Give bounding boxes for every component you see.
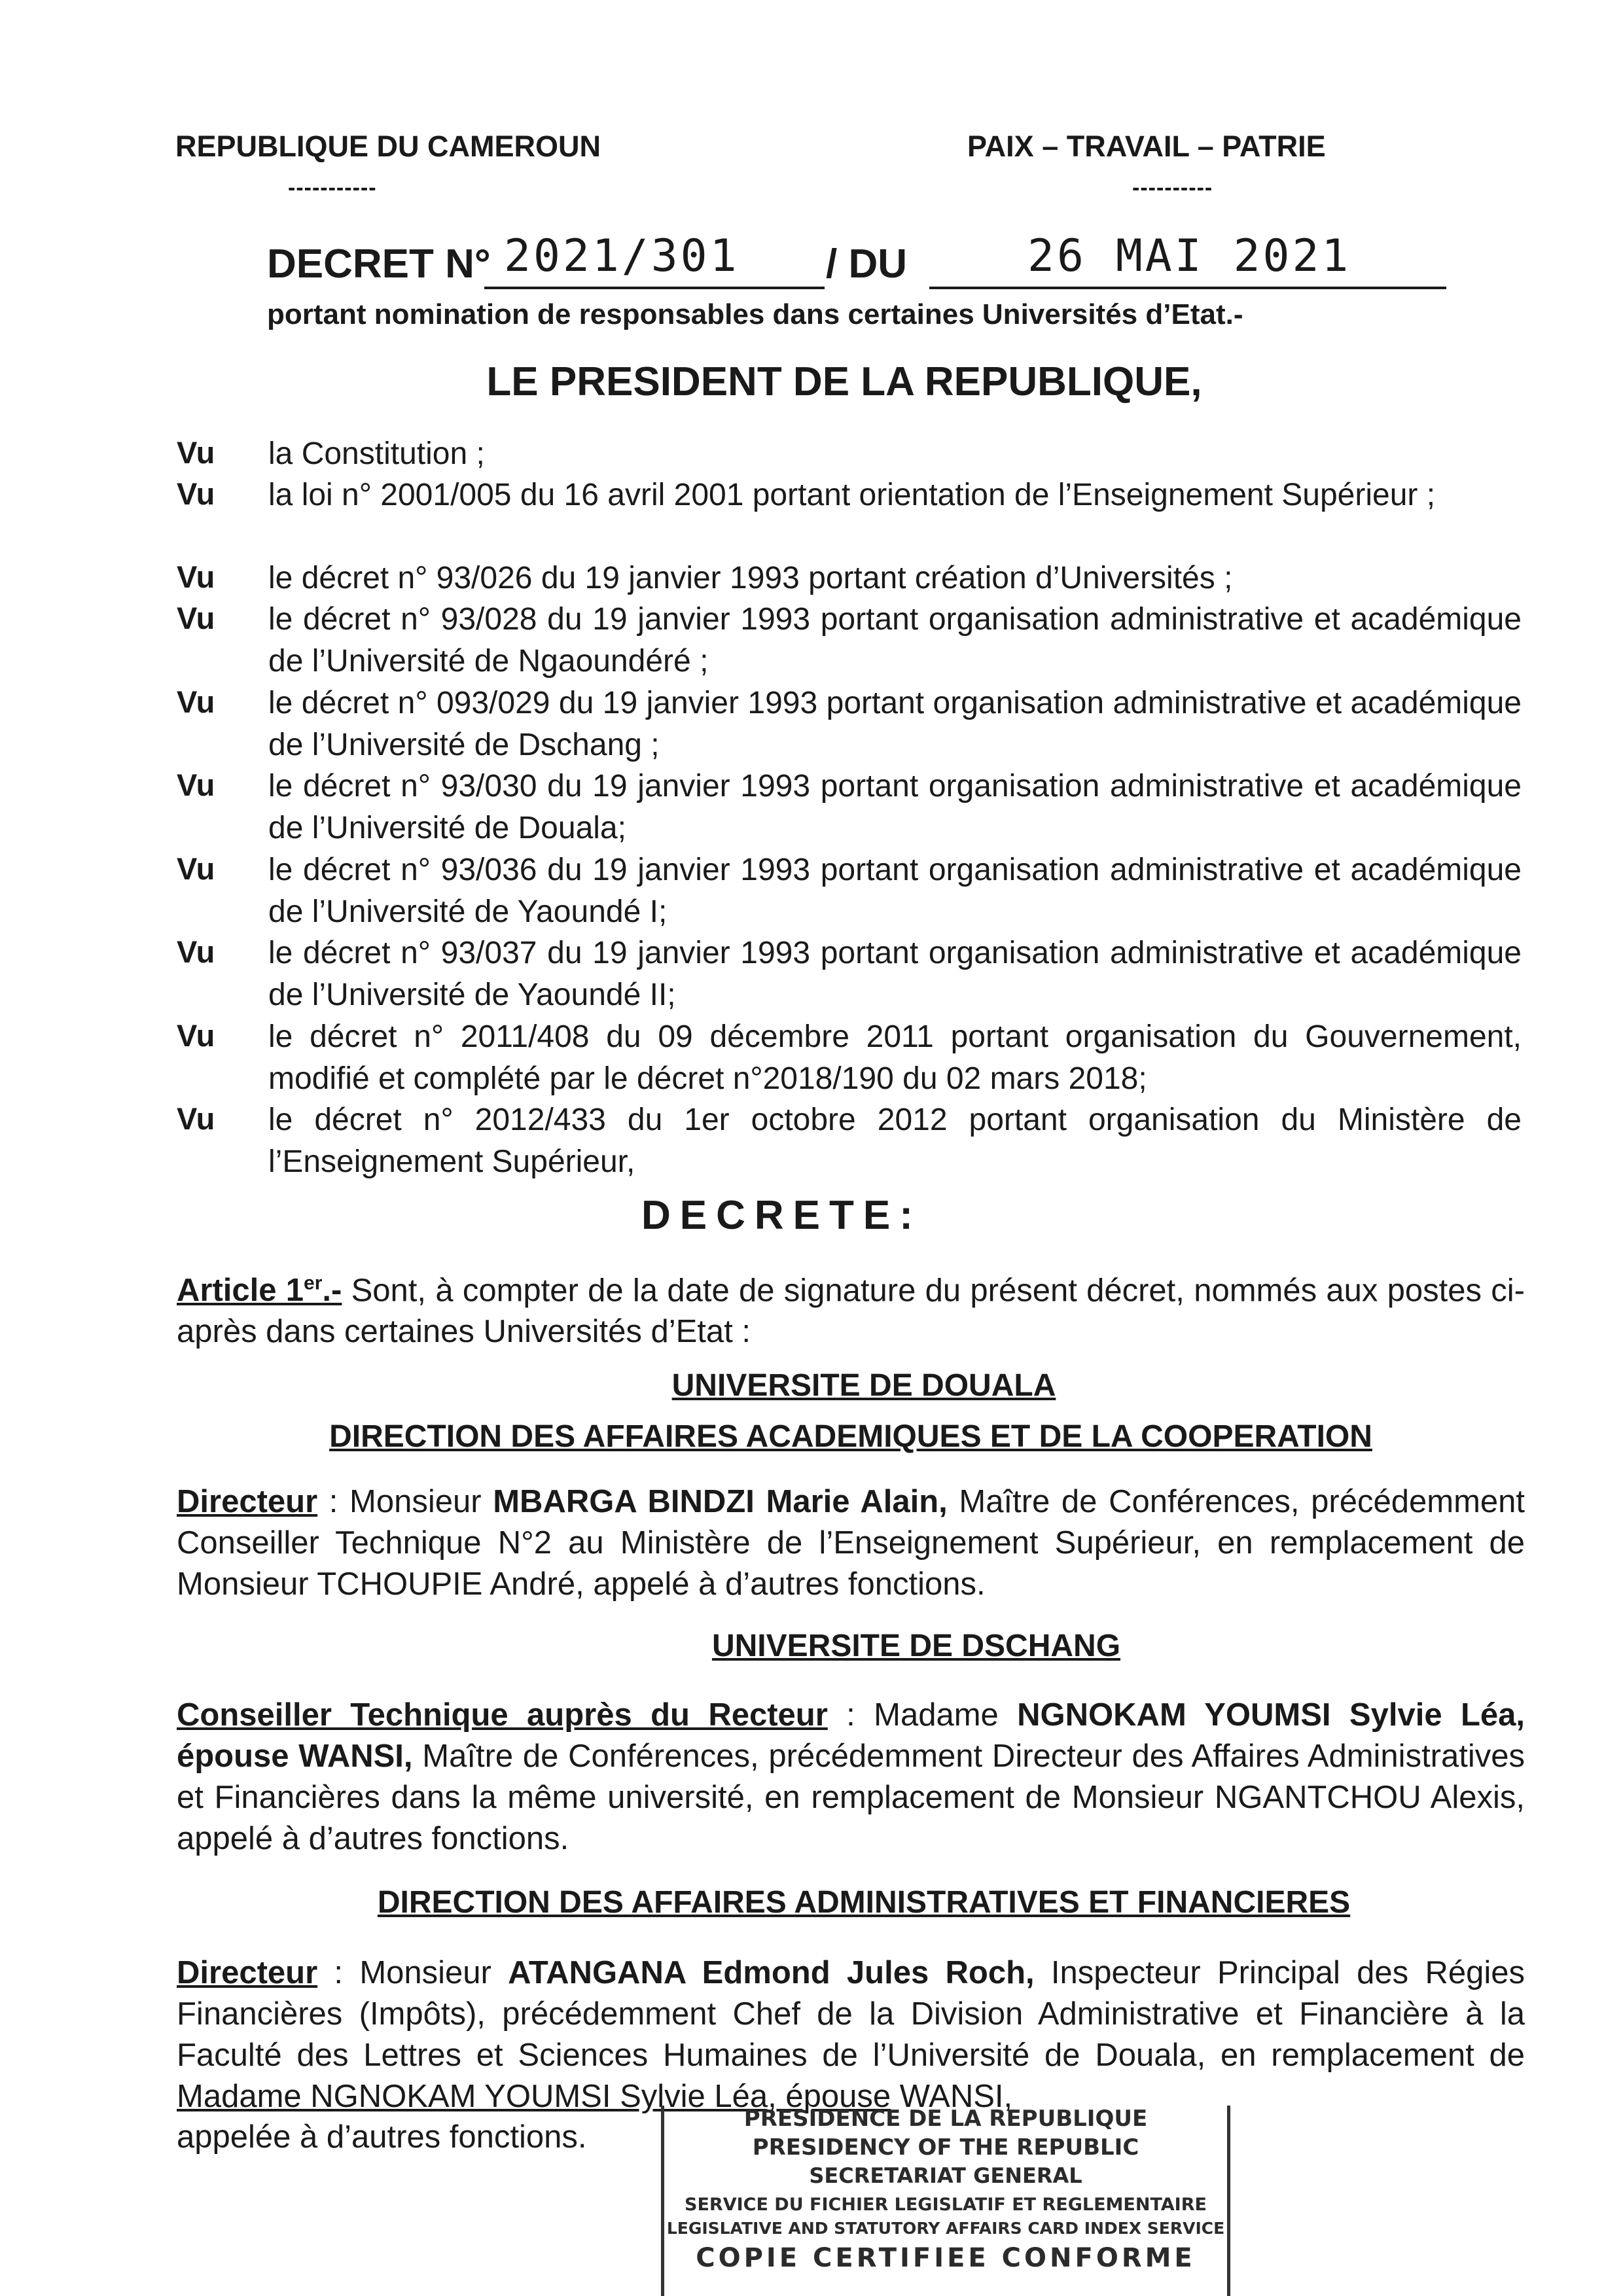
vu-item: le décret n° 2011/408 du 09 décembre 2011 portant organisation du Gouvernement, modifié et complété par le décret n°2018/190 du 02 mars 2018;	[268, 1019, 1522, 1096]
dschang-appointment	[177, 1695, 1525, 1860]
daf-appointee: ATANGANA Edmond Jules Roch,	[508, 1955, 1035, 1990]
vu-label: Vu	[177, 1101, 215, 1136]
decree-number-field	[484, 230, 825, 289]
stamp-line-2: PRESIDENCY OF THE REPUBLIC	[752, 2134, 1139, 2161]
dschang-role: Conseiller Technique auprès du Recteur	[177, 1697, 828, 1733]
vu-item: le décret n° 93/036 du 19 janvier 1993 portant organisation administrative et académique de l’Université de Yaoundé I;	[268, 853, 1522, 929]
vu-label: Vu	[177, 851, 215, 886]
decree-label: DECRET N°	[267, 241, 491, 287]
motto-header: PAIX – TRAVAIL – PATRIE	[967, 130, 1326, 163]
decrete-heading: DECRETE:	[641, 1193, 922, 1238]
vu-label: Vu	[177, 559, 215, 594]
dschang-appointee: NGNOKAM YOUMSI Sylvie Léa, épouse WANSI,	[177, 1697, 1525, 1774]
republic-header: REPUBLIQUE DU CAMEROUN	[175, 130, 601, 163]
vu-item: le décret n° 093/029 du 19 janvier 1993 portant organisation administrative et académique de l’Université de Dschang ;	[268, 686, 1522, 762]
douala-title: UNIVERSITE DE DOUALA	[671, 1368, 1056, 1403]
vu-item: le décret n° 2012/433 du 1er octobre 2012 portant organisation du Ministère de l’Enseignement Supérieur,	[268, 1103, 1522, 1179]
republic-header-rule: -----------	[288, 175, 377, 200]
douala-appointment	[177, 1481, 1525, 1605]
daf-role: Directeur	[177, 1955, 318, 1990]
vu-item: le décret n° 93/026 du 19 janvier 1993 portant création d’Universités ;	[268, 561, 1233, 595]
douala-role: Directeur	[177, 1484, 318, 1519]
dschang-text-1: : Madame	[827, 1697, 1018, 1733]
decree-date-separator: / DU	[826, 241, 907, 287]
vu-label: Vu	[177, 476, 215, 511]
daf-closing: appelée à d’autres fonctions.	[177, 2119, 587, 2155]
vu-label: Vu	[177, 1018, 215, 1053]
stamp-line-6: COPIE CERTIFIEE CONFORME	[696, 2243, 1196, 2273]
dschang-text-2: Maître de Conférences, précédemment Directeur des Affaires Administratives et Financières dans la même université, en remplacement de Monsieur NGANTCHOU Alexis, appelé à d’autres fonctions.	[177, 1739, 1525, 1856]
vu-item: le décret n° 93/037 du 19 janvier 1993 portant organisation administrative et académique de l’Université de Yaoundé II;	[268, 936, 1522, 1012]
stamp-line-5: LEGISLATIVE AND STATUTORY AFFAIRS CARD INDEX SERVICE	[666, 2219, 1225, 2238]
vu-item: la loi n° 2001/005 du 16 avril 2001 portant orientation de l’Enseignement Supérieur ;	[268, 478, 1436, 512]
dschang-title: UNIVERSITE DE DSCHANG	[711, 1629, 1121, 1663]
certification-stamp	[661, 2106, 1230, 2296]
president-title: LE PRESIDENT DE LA REPUBLIQUE,	[486, 359, 1202, 404]
daf-text-1: : Monsieur	[317, 1955, 508, 1990]
douala-direction: DIRECTION DES AFFAIRES ACADEMIQUES ET DE LA COOPERATION	[329, 1419, 1372, 1454]
douala-text-1: : Monsieur	[317, 1484, 493, 1519]
vu-item: le décret n° 93/028 du 19 janvier 1993 portant organisation administrative et académique de l’Université de Ngaoundéré ;	[268, 602, 1522, 679]
vu-label: Vu	[177, 435, 215, 470]
stamp-line-4: SERVICE DU FICHIER LEGISLATIF ET REGLEMENTAIRE	[685, 2195, 1207, 2215]
decree-subject: portant nomination de responsables dans certaines Universités d’Etat.-	[267, 298, 1243, 330]
article-1-text: Sont, à compter de la date de signature du présent décret, nommés aux postes ci-après dans certaines Universités d’Etat :	[177, 1273, 1525, 1350]
stamp-line-1: PRESIDENCE DE LA REPUBLIQUE	[743, 2106, 1148, 2132]
vu-item: le décret n° 93/030 du 19 janvier 1993 portant organisation administrative et académique de l’Université de Douala;	[268, 769, 1522, 845]
daf-appointment	[177, 1952, 1525, 2117]
vu-label: Vu	[177, 684, 215, 719]
decree-date: 26 MAI 2021	[1027, 230, 1351, 282]
daf-title: DIRECTION DES AFFAIRES ADMINISTRATIVES ET FINANCIERES	[377, 1885, 1351, 1920]
vu-label: Vu	[177, 934, 215, 969]
daf-replaced-person: Madame NGNOKAM YOUMSI Sylvie Léa, épouse	[177, 2079, 891, 2114]
article-1	[177, 1263, 1525, 1352]
vu-label: Vu	[177, 601, 215, 635]
daf-text-3: WANSI,	[891, 2079, 1013, 2114]
stamp-line-3: SECRETARIAT GENERAL	[809, 2163, 1082, 2188]
vu-label: Vu	[177, 768, 215, 802]
decree-date-field	[929, 230, 1446, 289]
vu-item: la Constitution ;	[268, 436, 485, 471]
article-1-label: Article 1er.-	[177, 1273, 342, 1309]
decree-number: 2021/301	[504, 230, 740, 282]
daf-text-2: Inspecteur Principal des Régies Financières (Impôts), précédemment Chef de la Division Administrative et Financière à la Faculté des Lettres et Sciences Humaines de l’Université de Douala, en remplacement de	[177, 1955, 1525, 2073]
douala-appointee: MBARGA BINDZI Marie Alain,	[493, 1484, 948, 1519]
motto-header-rule: ----------	[1132, 175, 1213, 200]
douala-text-2: Maître de Conférences, précédemment Conseiller Technique N°2 au Ministère de l’Enseignement Supérieur, en remplacement de Monsieur TCHOUPIE André, appelé à d’autres fonctions.	[177, 1484, 1525, 1602]
